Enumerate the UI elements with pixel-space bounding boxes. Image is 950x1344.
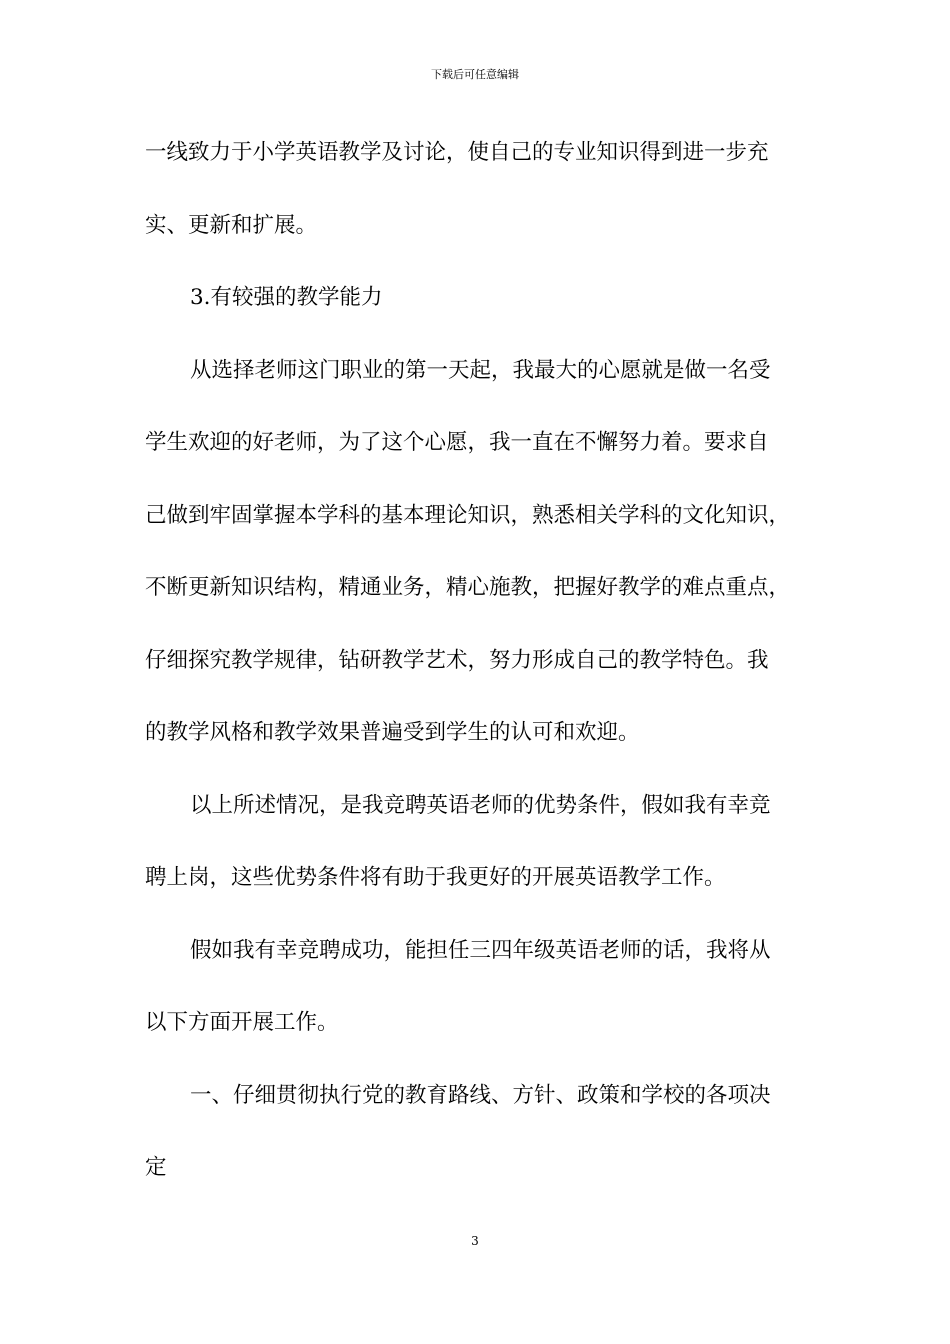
page-header: 下载后可任意编辑 xyxy=(431,68,519,81)
text-line: 从选择老师这门职业的第一天起，我最大的心愿就是做一名受 xyxy=(190,357,771,383)
text-line: 己做到牢固掌握本学科的基本理论知识，熟悉相关学科的文化知识， xyxy=(145,502,791,528)
text-line: 以下方面开展工作。 xyxy=(145,1010,339,1035)
text-line: 学生欢迎的好老师，为了这个心愿，我一直在不懈努力着。要求自 xyxy=(145,430,769,455)
text-line: 一线致力于小学英语教学及讨论，使自己的专业知识得到进一步充 xyxy=(145,140,769,165)
text-line: 一、仔细贯彻执行党的教育路线、方针、政策和学校的各项决 xyxy=(190,1082,771,1108)
document-body xyxy=(145,130,845,1218)
section-heading: 3.有较强的教学能力 xyxy=(190,285,383,310)
text-line: 假如我有幸竞聘成功，能担任三四年级英语老师的话，我将从 xyxy=(190,937,771,963)
text-line: 仔细探究教学规律，钻研教学艺术，努力形成自己的教学特色。我 xyxy=(145,647,769,673)
text-line: 不断更新知识结构，精通业务，精心施教，把握好教学的难点重点， xyxy=(145,575,791,600)
text-line: 聘上岗，这些优势条件将有助于我更好的开展英语教学工作。 xyxy=(145,865,726,890)
text-line: 定 xyxy=(145,1155,167,1180)
page-number: 3 xyxy=(471,1234,479,1248)
text-line: 实、更新和扩展。 xyxy=(145,212,318,238)
text-line: 以上所述情况，是我竞聘英语老师的优势条件，假如我有幸竞 xyxy=(190,792,771,818)
text-line: 的教学风格和教学效果普遍受到学生的认可和欢迎。 xyxy=(145,720,640,745)
